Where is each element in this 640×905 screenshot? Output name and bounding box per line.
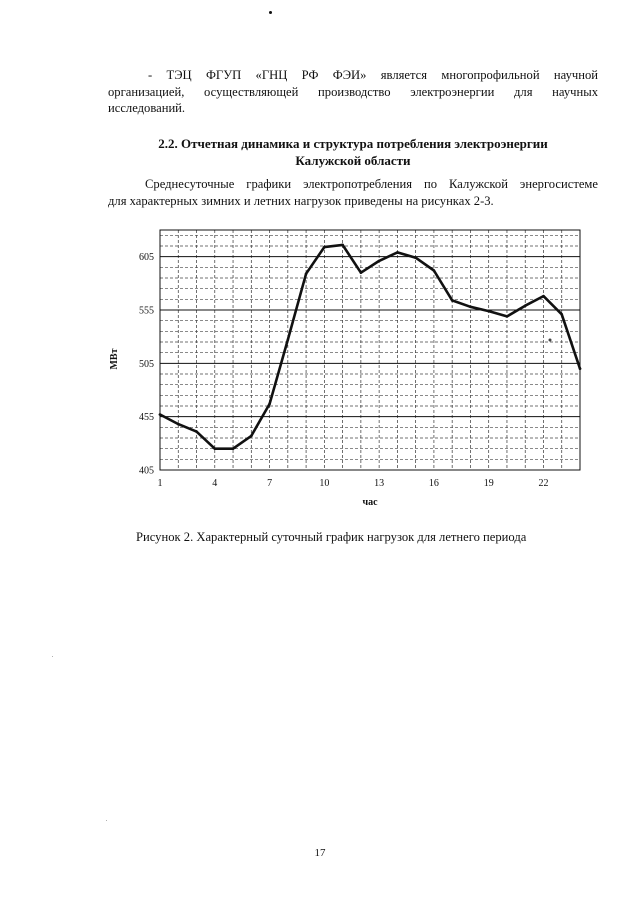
data-point bbox=[232, 447, 235, 450]
y-tick-label: 455 bbox=[139, 412, 154, 424]
x-tick-label: 19 bbox=[483, 478, 494, 489]
data-point bbox=[414, 256, 417, 259]
data-point bbox=[287, 339, 290, 342]
x-tick-label: 7 bbox=[267, 478, 273, 489]
data-point bbox=[451, 299, 454, 302]
y-axis-title: МВт bbox=[109, 348, 120, 370]
data-point bbox=[213, 447, 216, 450]
data-point bbox=[579, 367, 582, 370]
x-axis-title: час bbox=[362, 497, 378, 508]
chart-series-group bbox=[159, 244, 582, 450]
scan-speck bbox=[106, 820, 107, 821]
series-line bbox=[160, 245, 580, 449]
data-point bbox=[250, 435, 253, 438]
data-point bbox=[487, 310, 490, 313]
section-heading-line-2: Калужской области bbox=[295, 153, 411, 168]
data-point bbox=[305, 272, 308, 275]
intro-line-3: исследований. bbox=[108, 101, 186, 115]
data-point bbox=[469, 306, 472, 309]
data-point bbox=[341, 244, 344, 247]
data-point bbox=[159, 413, 162, 416]
data-point bbox=[506, 315, 509, 318]
data-point bbox=[433, 269, 436, 272]
section-heading bbox=[108, 135, 598, 169]
data-point bbox=[360, 271, 363, 274]
scan-speck bbox=[549, 339, 552, 342]
chart-axes-labels bbox=[139, 252, 548, 489]
data-point bbox=[323, 246, 326, 249]
intro-line-1: - ТЭЦ ФГУП «ГНЦ РФ ФЭИ» является многопрофильной научной bbox=[148, 68, 598, 82]
body-paragraph bbox=[108, 176, 598, 209]
load-chart bbox=[108, 218, 588, 518]
y-tick-label: 505 bbox=[139, 358, 154, 370]
y-tick-label: 605 bbox=[139, 252, 154, 264]
scan-speck bbox=[52, 656, 53, 657]
data-point bbox=[396, 251, 399, 254]
x-tick-label: 22 bbox=[538, 478, 549, 489]
data-point bbox=[268, 403, 271, 406]
x-tick-label: 10 bbox=[319, 478, 330, 489]
body-line-1: Среднесуточные графики электропотребления по Калужской энергосистеме bbox=[145, 177, 598, 191]
page-number: 17 bbox=[314, 847, 326, 859]
x-tick-label: 16 bbox=[428, 478, 439, 489]
data-point bbox=[524, 304, 527, 307]
intro-paragraph bbox=[108, 67, 598, 117]
data-point bbox=[560, 313, 563, 316]
body-line-2: для характерных зимних и летних нагрузок приведены на рисунках 2-3. bbox=[108, 193, 494, 208]
x-tick-label: 1 bbox=[157, 478, 163, 489]
scan-speck bbox=[269, 11, 272, 14]
data-point bbox=[542, 295, 545, 298]
x-tick-label: 13 bbox=[374, 478, 385, 489]
data-point bbox=[378, 260, 381, 263]
figure-caption: Рисунок 2. Характерный суточный график нагрузок для летнего периода bbox=[136, 530, 527, 544]
y-tick-label: 555 bbox=[139, 305, 154, 317]
x-tick-label: 4 bbox=[212, 478, 218, 489]
data-point bbox=[195, 430, 198, 433]
section-heading-line-1: 2.2. Отчетная динамика и структура потребления электроэнергии bbox=[158, 136, 548, 151]
y-tick-label: 405 bbox=[139, 465, 154, 477]
intro-line-2: организацией, осуществляющей производство электроэнергии для научных bbox=[108, 84, 598, 99]
data-point bbox=[177, 423, 180, 426]
